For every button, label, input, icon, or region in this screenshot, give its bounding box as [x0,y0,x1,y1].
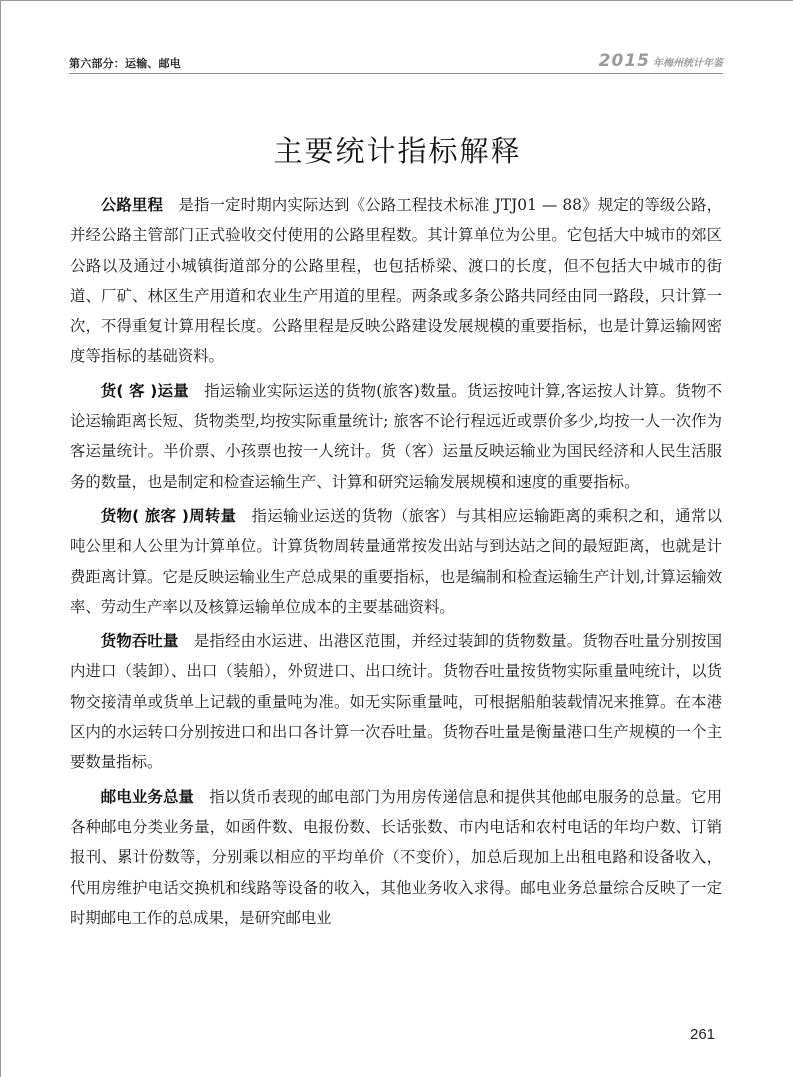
entry-highway-mileage [70,190,722,372]
entry-term: 邮电业务总量 [100,787,195,806]
entry-definition: 是指经由水运进、出港区范围，并经过装卸的货物数量。货物吞吐量分别按国内进口（装卸）、出口（装船），外贸进口、出口统计。货物吞吐量按货物实际重量吨统计，以货物交接清单或货单上记载的重量吨为准。如无实际重量吨，可根据船舶装载情况来推算。在本港区内的水运转口分别按进口和出口各计算一次吞吐量。货物吞吐量是衡量港口生产规模的一个主要数量指标。 [70,632,722,772]
yearbook-year: 2015 [598,51,650,71]
page-number: 261 [690,1026,716,1043]
page-header [69,51,723,74]
entry-term: 公路里程 [100,196,164,214]
yearbook-brand [599,51,723,71]
entry-definition: 是指一定时期内实际达到《公路工程技术标准 JTJ01 — 88》规定的等级公路，并经公路主管部门正式验收交付使用的公路里程数。其计算单位为公里。它包括大中城市的郊区公路以及通过小城镇街道部分的公路里程，也包括桥梁、渡口的长度，但不包括大中城市的街道、厂矿、林区生产用道和农业生产用道的里程。两条或多条公路共同经由同一路段，只计算一次，不得重复计算用程长度。公路里程是反映公路建设发展规模的重要指标，也是计算运输网密度等指标的基础资料。 [70,196,722,366]
entry-port-throughput [70,626,722,777]
section-label: 第六部分：运输、邮电 [69,57,181,70]
definitions-body [70,190,722,937]
entry-definition: 指以货币表现的邮电部门为用房传递信息和提供其他邮电服务的总量。它用各种邮电分类业务量，如函件数、电报份数、长话张数、市内电话和农村电话的年均户数、订销报刊、累计份数等，分别乘以相应的平均单价（不变价），加总后现加上出租电路和设备收入，代用房维护电话交换机和线路等设备的收入，其他业务收入求得。邮电业务总量综合反映了一定时期邮电工作的总成果，是研究邮电业 [70,787,722,927]
entry-turnover-volume [70,501,722,622]
entry-definition: 指运输业实际运送的货物(旅客)数量。货运按吨计算,客运按人计算。货物不论运输距离长短、货物类型,均按实际重量统计; 旅客不论行程远近或票价多少,均按一人一次作为客运量统计。半价票、小孩票也按一人统计。货（客）运量反映运输业为国民经济和人民生活服务的数量，也是制定和检查运输生产、计算和研究运输发展规模和速度的重要指标。 [70,381,722,491]
entry-term: 货( 客 )运量 [100,381,189,400]
page-title: 主要统计指标解释 [273,134,522,168]
entry-term: 货物( 旅客 )周转量 [100,506,237,525]
yearbook-title: 年梅州统计年鉴 [653,58,723,69]
entry-postal-telecom-volume [70,782,722,933]
entry-definition: 指运输业运送的货物（旅客）与其相应运输距离的乘积之和，通常以吨公里和人公里为计算单位。计算货物周转量通常按发出站与到达站之间的最短距离，也就是计费距离计算。它是反映运输业生产总成果的重要指标，也是编制和检查运输生产计划,计算运输效率、劳动生产率以及核算运输单位成本的主要基础资料。 [70,506,722,616]
entry-freight-passenger-volume [70,376,722,497]
entry-term: 货物吞吐量 [100,632,179,651]
